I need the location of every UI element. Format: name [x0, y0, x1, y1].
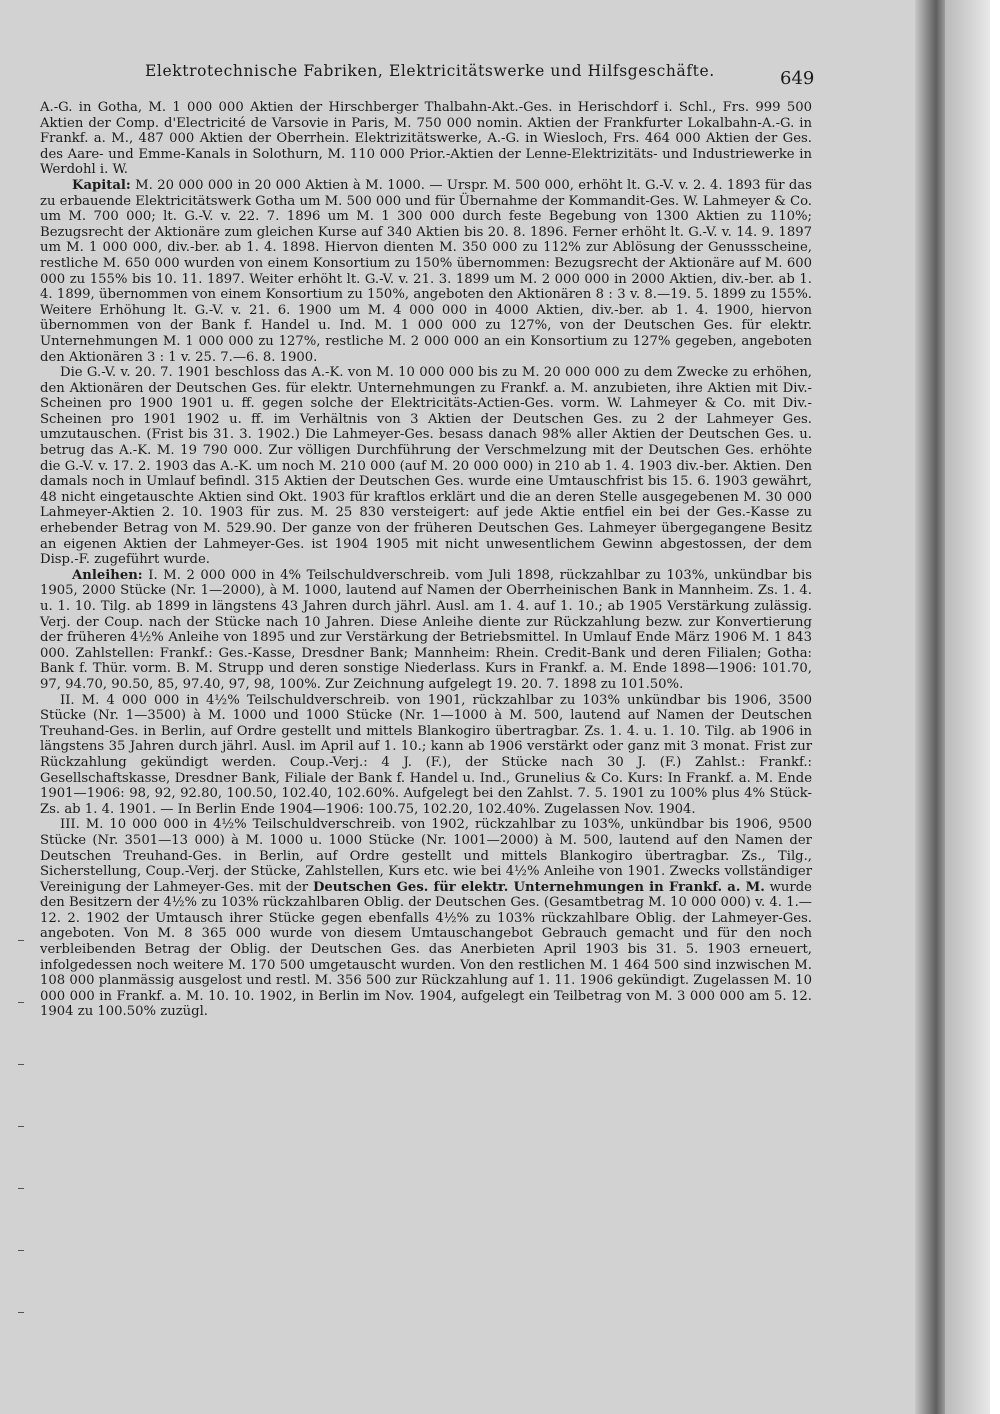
- margin-marks: [0, 940, 40, 1380]
- margin-tick: [18, 1312, 24, 1313]
- anleihen-2-paragraph: II. M. 4 000 000 in 4½% Teilschuldverschreib. von 1901, rückzahlbar zu 103% unkündbar bis 1906, 3500 Stücke (Nr. 1—3500) à M. 1000 und 1000 Stücke (Nr. 1—1000 à M. 500, lautend auf Namen der Deutschen Treuhand-Ges. in Berlin, auf Ordre gestellt und mittels Blankogiro übertragbar. Zs. 1. 4. u. 1. 10. Tilg. ab 1906 in längstens 35 Jahren durch jährl. Ausl. im April auf 1. 10.; kann ab 1906 verstärkt oder ganz mit 3 monat. Frist zur Rückzahlung gekündigt werden. Coup.-Verj.: 4 J. (F.), der Stücke nach 30 J. (F.) Zahlst.: Frankf.: Gesellschaftskasse, Dresdner Bank, Filiale der Bank f. Handel u. Ind., Grunelius & Co. Kurs: In Frankf. a. M. Ende 1901—1906: 98, 92, 92.80, 100.50, 102.40, 102.60%. Aufgelegt bei den Zahlst. 7. 5. 1901 zu 100% plus 4% Stück-Zs. ab 1. 4. 1901. — In Berlin Ende 1904—1906: 100.75, 102.20, 102.40%. Zugelassen Nov. 1904.: [40, 692, 812, 817]
- intro-paragraph: A.-G. in Gotha, M. 1 000 000 Aktien der Hirschberger Thalbahn-Akt.-Ges. in Herischdorf i. Schl., Frs. 999 500 Aktien der Comp. d'Electricité de Varsovie in Paris, M. 750 000 nomin. Aktien der Frankfurter Lokalbahn-A.-G. in Frankf. a. M., 487 000 Aktien der Oberrhein. Elektrizitätswerke, A.-G. in Wiesloch, Frs. 464 000 Aktien der Ges. des Aare- und Emme-Kanals in Solothurn, M. 110 000 Prior.-Aktien der Lenne-Elektrizitäts- und Industriewerke in Werdohl i. W.: [40, 100, 812, 178]
- margin-tick: [18, 1002, 24, 1003]
- anleihen-1-text: I. M. 2 000 000 in 4% Teilschuldverschreib. vom Juli 1898, rückzahlbar zu 103%, unkündbar bis 1905, 2000 Stücke (Nr. 1—2000), à M. 1000, lautend auf Namen der Oberrheinischen Bank in Mannheim. Zs. 1. 4. u. 1. 10. Tilg. ab 1899 in längstens 43 Jahren durch jährl. Ausl. am 1. 4. auf 1. 10.; ab 1905 Verstärkung zulässig. Verj. der Coup. nach der Stücke nach 10 Jahren. Diese Anleihe diente zur Rückzahlung bezw. zur Konvertierung der früheren 4½% Anleihe von 1895 und zur Verstärkung der Betriebsmittel. In Umlauf Ende März 1906 M. 1 843 000. Zahlstellen: Frankf.: Ges.-Kasse, Dresdner Bank; Mannheim: Rhein. Credit-Bank und deren Filialen; Gotha: Bank f. Thür. vorm. B. M. Strupp und deren sonstige Niederlass. Kurs in Frankf. a. M. Ende 1898—1906: 101.70, 97, 94.70, 90.50, 85, 97.40, 97, 98, 100%. Zur Zeichnung aufgelegt 19. 20. 7. 1898 zu 101.50%.: [40, 567, 812, 692]
- book-gutter-shadow: [915, 0, 945, 1414]
- margin-tick: [18, 1064, 24, 1065]
- margin-tick: [18, 1188, 24, 1189]
- margin-tick: [18, 1250, 24, 1251]
- kapital-paragraph: [40, 178, 812, 365]
- anleihen-3-text-a: III. M. 10 000 000 in 4½% Teilschuldverschreib. von 1902, rückzahlbar zu 103%, unkündbar bis 1906, 9500 Stücke (Nr. 3501—13 000) à M. 1000 u. 1000 Stücke (Nr. 1001—2000) à M. 500, lautend auf den Namen der Deutschen Treuhand-Ges. in Berlin, auf Ordre gestellt und mittels Blankogiro übertragbar. Zs., Tilg., Sicherstellung, Coup.-Verj. der Stücke, Zahlstellen, Kurs etc. wie bei 4½% Anleihe von 1901. Zwecks vollständiger Vereinigung der Lahmeyer-Ges. mit der: [40, 817, 812, 895]
- anleihen-3-bold-company: Deutschen Ges. für elektr. Unternehmungen in Frankf. a. M.: [312, 879, 765, 895]
- merger-paragraph: Die G.-V. v. 20. 7. 1901 beschloss das A.-K. von M. 10 000 000 bis zu M. 20 000 000 zu dem Zwecke zu erhöhen, den Aktionären der Deutschen Ges. für elektr. Unternehmungen zu Frankf. a. M. anzubieten, ihre Aktien mit Div.-Scheinen pro 1900 1901 u. ff. gegen solche der Elektricitäts-Actien-Ges. vorm. W. Lahmeyer & Co. mit Div.-Scheinen pro 1901 1902 u. ff. im Verhältnis von 3 Aktien der Deutschen Ges. zu 2 der Lahmeyer Ges. umzutauschen. (Frist bis 31. 3. 1902.) Die Lahmeyer-Ges. besass danach 98% aller Aktien der Deutschen Ges. u. betrug das A.-K. M. 19 790 000. Zur völligen Durchführung der Verschmelzung mit der Deutschen Ges. erhöhte die G.-V. v. 17. 2. 1903 das A.-K. um noch M. 210 000 (auf M. 20 000 000) in 210 ab 1. 4. 1903 div.-ber. Aktien. Den damals noch in Umlauf befindl. 315 Aktien der Deutschen Ges. wurde eine Umtauschfrist bis 15. 6. 1903 gewährt, 48 nicht eingetauschte Aktien sind Okt. 1903 für kraftlos erklärt und die an deren Stelle ausgegebenen M. 30 000 Lahmeyer-Aktien 2. 10. 1903 für zus. M. 25 830 versteigert: auf jede Aktie entfiel ein bei der Ges.-Kasse zu erhebender Betrag von M. 529.90. Der ganze von der früheren Deutschen Ges. Lahmeyer übergegangene Besitz an eigenen Aktien der Lahmeyer-Ges. ist 1904 1905 mit nicht unwesentlichem Gewinn abgestossen, der dem Disp.-F. zugeführt wurde.: [40, 365, 812, 568]
- margin-tick: [18, 1126, 24, 1127]
- anleihen-label: Anleihen:: [72, 567, 143, 583]
- anleihen-paragraph: [40, 568, 812, 693]
- margin-tick: [18, 940, 24, 941]
- page-edge: [945, 0, 990, 1414]
- anleihen-3-text-b: wurde den Besitzern der 4½% zu 103% rückzahlbaren Oblig. der Deutschen Ges. (Gesamtbetrag M. 10 000 000) v. 4. 1.—12. 2. 1902 der Umtausch ihrer Stücke gegen ebenfalls 4½% zu 103% rückzahlbare Oblig. der Lahmeyer-Ges. angeboten. Von M. 8 365 000 wurde von diesem Umtauschangebot Gebrauch gemacht und für den noch verbleibenden Betrag der Oblig. der Deutschen Ges. das Anerbieten April 1903 bis 31. 5. 1903 erneuert, infolgedessen noch weitere M. 170 500 umgetauscht wurden. Von den restlichen M. 1 464 500 sind inzwischen M. 108 000 planmässig ausgelost und restl. M. 356 500 zur Rückzahlung auf 1. 11. 1906 gekündigt. Zugelassen M. 10 000 000 in Frankf. a. M. 10. 10. 1902, in Berlin im Nov. 1904, aufgelegt ein Teilbetrag von M. 3 000 000 am 5. 12. 1904 zu 100.50% zuzügl.: [40, 879, 812, 1020]
- page-body: [40, 100, 812, 1020]
- running-header: Elektrotechnische Fabriken, Elektricitätswerke und Hilfsgeschäfte.: [145, 62, 715, 80]
- anleihen-3-paragraph: [40, 817, 812, 1020]
- kapital-text: M. 20 000 000 in 20 000 Aktien à M. 1000. — Urspr. M. 500 000, erhöht lt. G.-V. v. 2. 4. 1893 für das zu erbauende Elektricitätswerk Gotha um M. 500 000 und für Übernahme der Kommandit-Ges. W. Lahmeyer & Co. um M. 700 000; lt. G.-V. v. 22. 7. 1896 um M. 1 300 000 durch feste Begebung von 1300 Aktien zu 110%; Bezugsrecht der Aktionäre zum gleichen Kurse auf 340 Aktien bis 20. 8. 1896. Ferner erhöht lt. G.-V. v. 14. 9. 1897 um M. 1 000 000, div.-ber. ab 1. 4. 1898. Hiervon dienten M. 350 000 zu 112% zur Ablösung der Genussscheine, restliche M. 650 000 wurden von einem Konsortium zu 150% übernommen: Bezugsrecht der Aktionäre auf M. 600 000 zu 155% bis 10. 11. 1897. Weiter erhöht lt. G.-V. v. 21. 3. 1899 um M. 2 000 000 in 2000 Aktien, div.-ber. ab 1. 4. 1899, übernommen von einem Konsortium zu 150%, angeboten den Aktionären 8 : 3 v. 8.—19. 5. 1899 zu 155%. Weitere Erhöhung lt. G.-V. v. 21. 6. 1900 um M. 4 000 000 in 4000 Aktien, div.-ber. ab 1. 4. 1900, hiervon übernommen von der Bank f. Handel u. Ind. M. 1 000 000 zu 127%, von der Deutschen Ges. für elektr. Unternehmungen M. 1 000 000 zu 127%, restliche M. 2 000 000 an ein Konsortium zu 127% gegeben, angeboten den Aktionären 3 : 1 v. 25. 7.—6. 8. 1900.: [40, 177, 812, 365]
- page-number: 649: [780, 68, 815, 89]
- kapital-label: Kapital:: [72, 177, 131, 193]
